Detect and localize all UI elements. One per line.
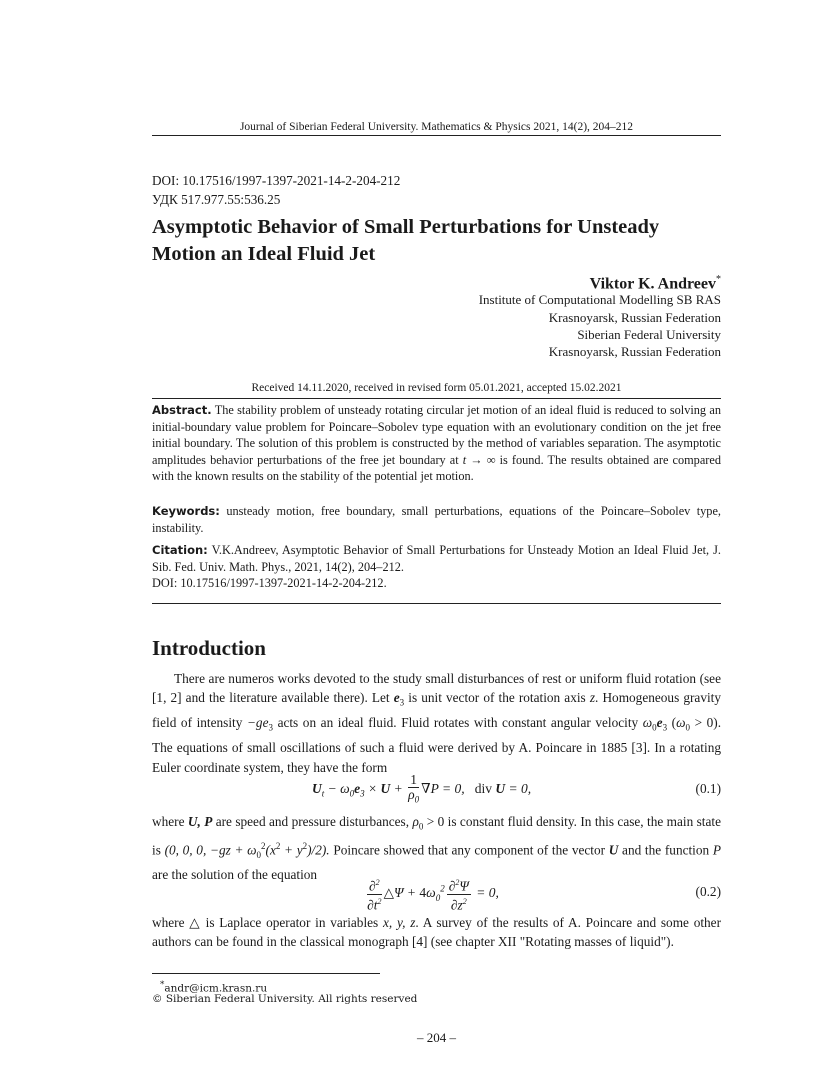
running-head: Journal of Siberian Federal University. Mathematics & Physics 2021, 14(2), 204–212 — [239, 121, 634, 133]
citation — [152, 542, 721, 592]
abstract-label: Abstract. — [152, 403, 212, 417]
keywords — [152, 503, 721, 536]
intro-paragraph-1: There are numeros works devoted to the study small disturbances of rest or uniform fluid rotation (see [1, 2] and the literature available there). Let $e_3$ is unit vector of the rotation axis z. Homogeneous gravity field of intensity $-ge_3$ acts on an ideal fluid. Fluid rotates with constant angular velocity $\omega_0e_3$ $(\omega_0 > 0)$. The equations of small oscillations of such a fluid were derived by A. Poincare in 1885 [3]. In a rotating Euler coordinate system, they have the form — [152, 671, 722, 775]
affiliation-1: Institute of Computational Modelling SB RAS — [478, 292, 721, 307]
intro-paragraph-3 — [152, 913, 721, 952]
p2-text-d: Poincare showed that any component of the vector — [333, 842, 606, 858]
p1-e3: e — [393, 690, 400, 706]
p1-z: z — [589, 690, 596, 706]
citation-text: V.K.Andreev, Asymptotic Behavior of Small Perturbations for Unsteady Motion an Ideal Fluid Jet, J. Sib. Fed. Univ. Math. Phys., 2021, 14(2), 204–212. — [152, 543, 721, 574]
p2-state-1: (0, 0, 0, −gz + ω — [164, 842, 257, 858]
p2-text-b: are speed and pressure disturbances, — [215, 814, 410, 829]
p1-omega: ω — [642, 715, 653, 731]
equation-number-1: (0.1) — [695, 781, 721, 796]
affiliation-3: Siberian Federal University — [577, 327, 721, 342]
equation-number-2: (0.2) — [695, 884, 721, 899]
author-mark: * — [716, 274, 721, 285]
p2-text-a: where — [152, 814, 185, 829]
doi-line: DOI: 10.17516/1997-1397-2021-14-2-204-212 — [152, 173, 401, 188]
p1-text-f: > 0). The equations of small oscillations of such a fluid were derived by A. Poincare in 1885 [3]. In a rotating Euler coordinate system, they have the form — [152, 715, 722, 775]
p3-text-a: where △ is Laplace operator in variables — [152, 915, 379, 930]
p2-text-f: are the solution of the equation — [152, 867, 318, 883]
p2-p: P — [712, 842, 722, 858]
abstract — [152, 402, 721, 485]
p1-text-e: ( — [671, 715, 677, 731]
footnote-mark: * — [160, 980, 165, 990]
equation-0-2: $\frac{\partial^2}{\partial t^2}$ △Ψ + $4\omega_0^2$ $\frac{\partial^2\Psi}{\partial z^2}$ = 0, — [367, 878, 499, 912]
udk-line: УДК 517.977.55:536.25 — [152, 192, 281, 207]
p1-text-b: is unit vector of the rotation axis — [408, 690, 586, 706]
p1-text-d: acts on an ideal fluid. Fluid rotates with constant angular velocity — [277, 715, 639, 731]
p1-gravity: −ge — [246, 715, 269, 731]
affiliation-2: Krasnoyarsk, Russian Federation — [548, 310, 721, 325]
p1-text-a: There are numeros works devoted to the study small disturbances of rest or uniform fluid rotation (see [1, 2] and the literature available there). Let — [152, 671, 721, 706]
p2-state-4: )/2). — [307, 842, 330, 858]
abstract-math: t → ∞ — [462, 452, 496, 467]
abstract-text-2: is found. The results obtained are compared with the known results on the stability of the potential jet motion. — [152, 452, 721, 483]
affiliation-4: Krasnoyarsk, Russian Federation — [548, 344, 721, 359]
received-dates: Received 14.11.2020, received in revised form 05.01.2021, accepted 15.02.2021 — [251, 382, 622, 394]
p2-state-2: (x — [265, 842, 276, 858]
p2-u: U — [608, 842, 619, 858]
p3-vars: x, y, z — [383, 915, 416, 930]
p1-omega-pos: ω — [676, 715, 686, 731]
paper-title: Asymptotic Behavior of Small Perturbations for Unsteady Motion an Ideal Fluid Jet — [152, 216, 660, 265]
p2-rho: ρ — [412, 814, 419, 829]
p3-text-b: . A survey of the results of A. Poincare and some other authors can be found in the classical monograph [4] (see chapter XII "Rotating masses of liquid"). — [152, 915, 722, 950]
citation-label: Citation: — [152, 543, 208, 557]
p2-text-e: and the function — [622, 842, 710, 858]
keywords-text: unsteady motion, free boundary, small perturbations, equations of the Poincare–Sobolev type, instability. — [152, 504, 721, 535]
abstract-text-1: The stability problem of unsteady rotating circular jet motion of an ideal fluid is reduced to solving an initial-boundary value problem for Poincare–Sobolev type equation with an evolutionary condition on the jet free initial boundary. The solution of this problem is constructed by the method of variables separation. The asymptotic amplitudes behavior perturbations of the free jet boundary at — [152, 403, 721, 467]
abstract-bottom-rule — [152, 603, 721, 604]
p2-up: U, P — [187, 814, 213, 829]
equation-0-1: $U_t - \omega_0e_3 \times U$ + $\frac{1}{\rho_0}$ ∇P = 0, div U = 0, — [312, 772, 532, 805]
abstract-top-rule — [152, 398, 721, 399]
keywords-label: Keywords: — [152, 504, 220, 518]
page-number: – 204 – — [417, 1030, 456, 1045]
p2-state-3: + y — [284, 842, 303, 858]
citation-doi: DOI: 10.17516/1997-1397-2021-14-2-204-212. — [152, 576, 387, 590]
footnote-rule — [152, 973, 380, 974]
p1-text-c: . Homogeneous gravity field of intensity — [152, 690, 722, 731]
header-rule — [152, 135, 721, 136]
author-name-text: Viktor K. Andreev — [589, 275, 716, 293]
p2-text-c: > 0 is constant fluid density. In this case, the main state is — [152, 814, 721, 858]
footnote-email-text: andr@icm.krasn.ru — [164, 982, 268, 995]
intro-paragraph-2: where U, P are speed and pressure disturbances, $\rho_0 > 0$ is constant fluid density. In this case, the main state is (0, 0, 0, $-gz + \omega_0^2(x^2 + y^2)/2$). Poincare showed that any component of the vector U and the function P are the solution of the equation — [152, 814, 722, 883]
footnote-copyright: © Siberian Federal University. All rights reserved — [152, 993, 418, 1005]
section-heading: Introduction — [152, 636, 266, 660]
author-name — [590, 274, 721, 293]
